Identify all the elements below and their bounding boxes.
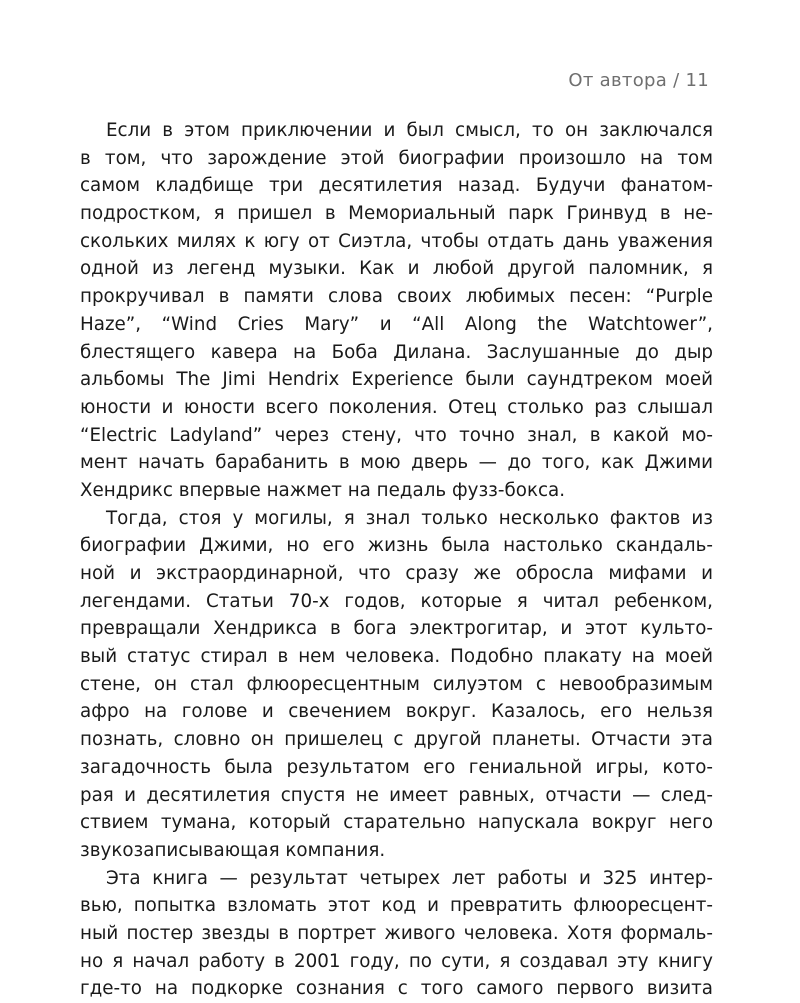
text-line: скольких милях к югу от Сиэтла, чтобы отдать дань уважения bbox=[80, 230, 713, 252]
paragraph bbox=[80, 865, 713, 1003]
text-line: познать, словно он пришелец с другой планеты. Отчасти эта bbox=[80, 729, 713, 751]
text-line: но я начал работу в 2001 году, по сути, я создавал эту книгу bbox=[80, 950, 713, 972]
text-line: прокручивал в памяти слова своих любимых песен: “Purple bbox=[80, 286, 713, 308]
text-line: легендами. Статьи 70-х годов, которые я читал ребенком, bbox=[80, 590, 713, 612]
text-line: самом кладбище три десятилетия назад. Будучи фанатом- bbox=[80, 175, 713, 197]
text-line: мент начать барабанить в мою дверь — до того, как Джими bbox=[80, 452, 713, 474]
text-line: подростком, я пришел в Мемориальный парк Гринвуд в не- bbox=[80, 203, 713, 225]
paragraph bbox=[80, 505, 713, 865]
text-line: рая и десятилетия спустя не имеет равных, отчасти — след- bbox=[80, 784, 713, 806]
text-line: где-то на подкорке сознания с того самого первого визита bbox=[80, 978, 713, 1000]
text-line: стене, он стал флюоресцентным силуэтом с невообразимым bbox=[80, 673, 713, 695]
text-line: альбомы The Jimi Hendrix Experience были саундтреком моей bbox=[80, 369, 713, 391]
text-line: ный постер звезды в портрет живого человека. Хотя формаль- bbox=[80, 922, 713, 944]
text-line: Хендрикс впервые нажмет на педаль фузз-бокса. bbox=[80, 479, 566, 501]
paragraph bbox=[80, 117, 713, 505]
text-line: Тогда, стоя у могилы, я знал только несколько фактов из bbox=[106, 507, 713, 529]
text-line: вью, попытка взломать этот код и превратить флюоресцент- bbox=[80, 895, 713, 917]
text-line: вый статус стирал в нем человека. Подобно плакату на моей bbox=[80, 646, 713, 668]
text-line: звукозаписывающая компания. bbox=[80, 839, 386, 861]
text-line: в том, что зарождение этой биографии произошло на том bbox=[80, 147, 713, 169]
running-head: От автора / 11 bbox=[568, 70, 709, 91]
text-line: ствием тумана, который старательно напускала вокруг него bbox=[80, 812, 713, 834]
text-line: превращали Хендрикса в бога электрогитар, и этот культо- bbox=[80, 618, 713, 640]
text-line: загадочность была результатом его гениальной игры, кото- bbox=[80, 756, 713, 778]
text-line: Если в этом приключении и был смысл, то он заключался bbox=[106, 120, 713, 141]
body-text bbox=[80, 117, 713, 1003]
text-line: афро на голове и свечением вокруг. Казалось, его нельзя bbox=[80, 701, 713, 723]
text-line: одной из легенд музыки. Как и любой другой паломник, я bbox=[80, 258, 713, 280]
text-line: “Electric Ladyland” через стену, что точно знал, в какой мо- bbox=[80, 424, 713, 446]
text-line: Haze”, “Wind Cries Mary” и “All Along the Watchtower”, bbox=[80, 313, 713, 335]
text-line: юности и юности всего поколения. Отец столько раз слышал bbox=[80, 396, 713, 418]
text-line: блестящего кавера на Боба Дилана. Заслушанные до дыр bbox=[80, 341, 713, 363]
text-line: ной и экстраординарной, что сразу же обросла мифами и bbox=[80, 563, 713, 584]
text-line: Эта книга — результат четырех лет работы и 325 интер- bbox=[106, 867, 713, 889]
text-line: биографии Джими, но его жизнь была настолько скандаль- bbox=[80, 535, 713, 557]
